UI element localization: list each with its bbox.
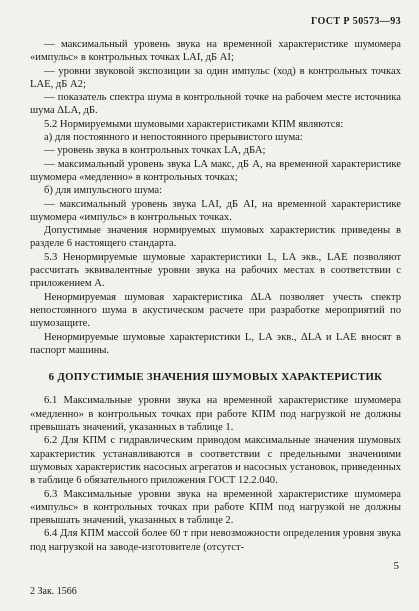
list-item: — максимальный уровень звука на временной характеристике шумомера «импульс» в контрольных точках LAI, дБ AI; [30,39,401,64]
list-item: — уровни звуковой экспозиции за один импульс (ход) в контрольных точках LAE, дБ A2; [30,65,401,90]
printer-mark: 2 Зак. 1566 [30,586,77,597]
paragraph: Допустимые значения нормируемых шумовых характеристик приведены в разделе 6 настоящего стандарта. [30,225,401,250]
list-item: — уровень звука в контрольных точках LA, дБА; [44,145,266,157]
list-item: б) для импульсного шума: [44,185,163,197]
paragraph: 5.3 Ненормируемые шумовые характеристики L, LA экв., LAE позволяют рассчитать эквивалентные уровни звука на рабочих местах в соответствии с приложением А. [30,251,401,290]
paragraph: 6.3 Максимальные уровни звука на временной характеристике шумомера «импульс» в контрольных точках при работе КПМ под нагрузкой не должны превышать значений, указанных в таблице 2. [30,488,401,527]
list-item: а) для постоянного и непостоянного прерывистого шума: [44,132,303,144]
paragraph: Ненормируемая шумовая характеристика ΔLA позволяет учесть спектр непостоянного шума в акустическом расчете при разработке мероприятий по шумозащите. [30,291,401,330]
section-heading: 6 ДОПУСТИМЫЕ ЗНАЧЕНИЯ ШУМОВЫХ ХАРАКТЕРИСТИК [48,371,383,384]
body-text [30,38,401,554]
paragraph: 6.1 Максимальные уровни звука на временной характеристике шумомера «медленно» в контрольных точках при работе КПМ под нагрузкой не должны превышать значений, указанных в таблице 1. [30,395,401,434]
paragraph: 5.2 Нормируемыми шумовыми характеристиками КПМ являются: [44,118,344,130]
list-item: — показатель спектра шума в контрольной точке на рабочем месте источника шума ΔLA, дБ. [30,92,401,117]
paragraph: 6.2 Для КПМ с гидравлическим приводом максимальные значения шумовых характеристик устанавливаются в соответствии с предельными значениями шумовых характеристик насосных агрегатов и насосных установок, приведенных в таблице 6 обязательного приложения ГОСТ 12.2.040. [30,435,401,487]
document-code: ГОСТ Р 50573—93 [310,16,401,27]
list-item: — максимальный уровень звука LAI, дБ AI, на временной характеристике шумомера «импульс» в контрольных точках. [30,198,401,223]
page-number: 5 [393,560,399,572]
list-item: — максимальный уровень звука LA макс, дБ А, на временной характеристике шумомера «медленно» в контрольных точках; [30,158,401,183]
paragraph: Ненормируемые шумовые характеристики L, LA экв., ΔLA и LAE вносят в паспорт машины. [30,331,401,356]
paragraph: 6.4 Для КПМ массой более 60 т при невозможности определения уровня звука под нагрузкой на заводе-изготовителе (отсутст- [30,528,401,553]
